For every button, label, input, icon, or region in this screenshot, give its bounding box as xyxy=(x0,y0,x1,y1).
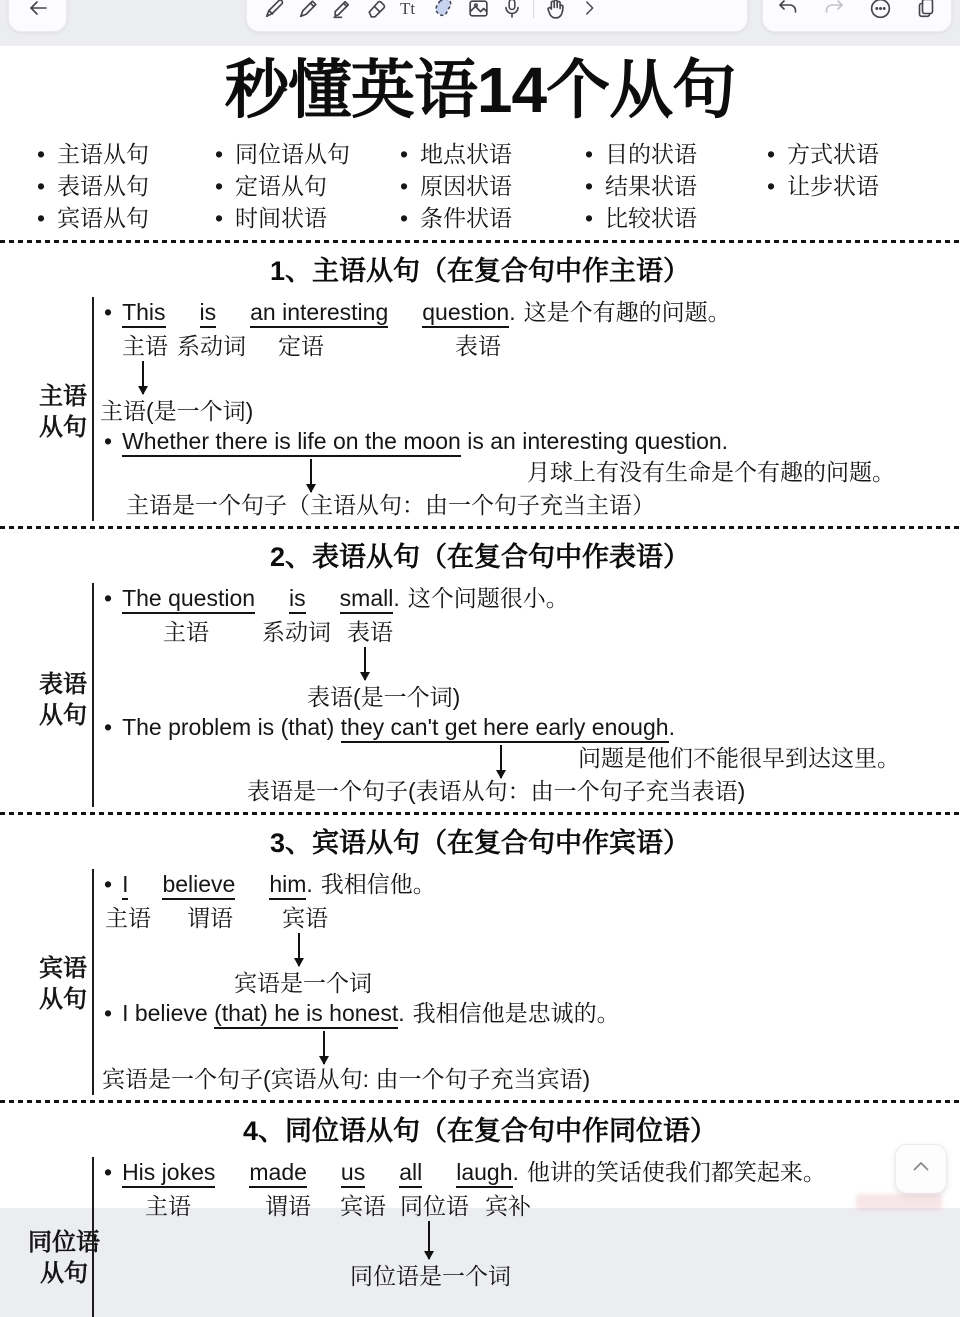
example-sentence-2: • I believe (that) he is honest. 我相信他是忠诚的。 宾语是一个句子(宾语从句: 由一个句子充当宾语) xyxy=(104,998,950,1095)
list-item: • 同位语从句 xyxy=(213,138,398,170)
section-3-heading: 3、宾语从句（在复合句中作宾语） xyxy=(269,828,690,859)
down-arrow xyxy=(323,1031,325,1064)
toolbar-separator xyxy=(533,0,534,18)
grammar-labels: 主语 谓语 宾语 同位语 宾补 xyxy=(145,1193,531,1220)
example-sentence: • The question is small. 这个问题很小。 xyxy=(104,583,950,614)
watermark xyxy=(856,1194,942,1210)
list-item: • 比较状语 xyxy=(583,202,765,234)
section-1-heading: 1、主语从句（在复合句中作主语） xyxy=(269,256,690,287)
section-4-block xyxy=(0,1157,960,1317)
down-arrow xyxy=(500,745,502,778)
grammar-labels: 主语 谓语 宾语 xyxy=(105,905,328,932)
eraser-tool-button[interactable] xyxy=(359,0,393,23)
page-title: 秒懂英语14个从句 xyxy=(224,54,736,126)
chevron-right-icon xyxy=(578,0,600,19)
actions-group xyxy=(762,0,952,32)
scroll-top-button[interactable] xyxy=(895,1144,947,1194)
undo-icon xyxy=(776,0,800,20)
clause-note: 表语是一个句子(表语从句：由一个句子充当表语) xyxy=(247,778,746,805)
example-sentence-2: • Whether there is life on the moon is an interesting question. 月球上有没有生命是个有趣的问题。 主语是一个句子（主语从句：由一个句子充当主语） xyxy=(104,426,950,521)
list-item: • 时间状语 xyxy=(213,202,398,234)
list-item: • 方式状语 xyxy=(765,138,879,170)
clause-overview-list xyxy=(35,138,960,234)
image-tool-button[interactable] xyxy=(461,0,495,23)
translation: 月球上有没有生命是个有趣的问题。 xyxy=(527,459,895,486)
section-2-heading: 2、表语从句（在复合句中作表语） xyxy=(269,542,690,573)
dashed-divider xyxy=(0,240,960,243)
tools-expand-button[interactable] xyxy=(572,0,606,23)
text-tool-icon xyxy=(397,0,423,20)
list-item: • 宾语从句 xyxy=(35,202,213,234)
redo-button[interactable] xyxy=(817,0,851,23)
microphone-icon xyxy=(500,0,524,20)
example-sentence: • This is an interesting question. 这是个有趣的问题。 xyxy=(104,297,950,328)
word-note: 宾语是一个词 xyxy=(234,970,372,997)
dashed-divider xyxy=(0,812,960,815)
section-4-heading: 4、同位语从句（在复合句中作同位语） xyxy=(242,1116,717,1147)
list-item: • 原因状语 xyxy=(398,170,583,202)
more-options-button[interactable] xyxy=(863,0,897,23)
list-item: • 结果状语 xyxy=(583,170,765,202)
word-note: 表语(是一个词) xyxy=(307,684,461,711)
section-1-block xyxy=(0,297,960,521)
list-item: • 条件状语 xyxy=(398,202,583,234)
section-3-block xyxy=(0,869,960,1095)
undo-button[interactable] xyxy=(771,0,805,23)
svg-text:Tt: Tt xyxy=(400,0,416,18)
dashed-divider xyxy=(0,1100,960,1103)
example-sentence: • His jokes made us all laugh. 他讲的笑话使我们都笑起来。 xyxy=(104,1157,950,1188)
list-item: • 主语从句 xyxy=(35,138,213,170)
dashed-divider xyxy=(0,526,960,529)
more-icon xyxy=(868,0,893,21)
example-sentence-2: • The problem is (that) they can't get here early enough. 问题是他们不能很早到达这里。 表语是一个句子(表语从句：由一个句子充当表语) xyxy=(104,712,950,807)
list-item: • 定语从句 xyxy=(213,170,398,202)
pencil-tool-button[interactable] xyxy=(291,0,325,23)
section-4-side-label: 同位语 从句 xyxy=(28,1229,100,1288)
pen-tool-button[interactable] xyxy=(257,0,291,23)
example-sentence: • I believe him. 我相信他。 xyxy=(104,869,950,900)
note-page xyxy=(0,46,960,1290)
clause-note: 宾语是一个句子(宾语从句: 由一个句子充当宾语) xyxy=(102,1066,591,1093)
clause-note: 主语是一个句子（主语从句：由一个句子充当主语） xyxy=(126,492,655,519)
highlighter-tool-button[interactable] xyxy=(325,0,359,23)
grammar-labels: 主语 系动词 表语 xyxy=(163,619,393,646)
translation: 问题是他们不能很早到达这里。 xyxy=(578,745,900,772)
eraser-icon xyxy=(364,0,389,21)
down-arrow xyxy=(310,459,312,492)
section-2-block xyxy=(0,583,960,807)
text-tool-button[interactable] xyxy=(393,0,427,23)
list-item: • 表语从句 xyxy=(35,170,213,202)
back-arrow-icon xyxy=(26,0,50,20)
lasso-icon xyxy=(431,0,457,21)
down-arrow xyxy=(142,361,144,394)
down-arrow xyxy=(428,1221,430,1259)
hand-tool-button[interactable] xyxy=(538,0,572,23)
redo-icon xyxy=(822,0,846,20)
pen-icon xyxy=(262,0,287,21)
top-toolbar xyxy=(0,0,960,46)
list-item: • 让步状语 xyxy=(765,170,879,202)
section-3-side-label: 宾语 从句 xyxy=(39,955,87,1014)
back-button[interactable] xyxy=(8,0,67,32)
word-note: 主语(是一个词) xyxy=(100,398,254,425)
copy-icon xyxy=(914,0,938,20)
image-icon xyxy=(466,0,491,21)
lasso-tool-button[interactable] xyxy=(427,0,461,23)
down-arrow xyxy=(364,647,366,680)
tools-group xyxy=(246,0,748,32)
down-arrow xyxy=(298,933,300,966)
pencil-icon xyxy=(296,0,321,21)
list-item: • 目的状语 xyxy=(583,138,765,170)
microphone-tool-button[interactable] xyxy=(495,0,529,23)
chevron-up-icon xyxy=(909,1155,933,1184)
hand-icon xyxy=(543,0,568,21)
highlighter-icon xyxy=(330,0,355,21)
section-1-side-label: 主语 从句 xyxy=(39,383,87,442)
grammar-labels: 主语 系动词 定语 表语 xyxy=(122,333,501,360)
list-item: • 地点状语 xyxy=(398,138,583,170)
word-note: 同位语是一个词 xyxy=(350,1263,511,1290)
section-2-side-label: 表语 从句 xyxy=(39,671,87,730)
copy-page-button[interactable] xyxy=(909,0,943,23)
